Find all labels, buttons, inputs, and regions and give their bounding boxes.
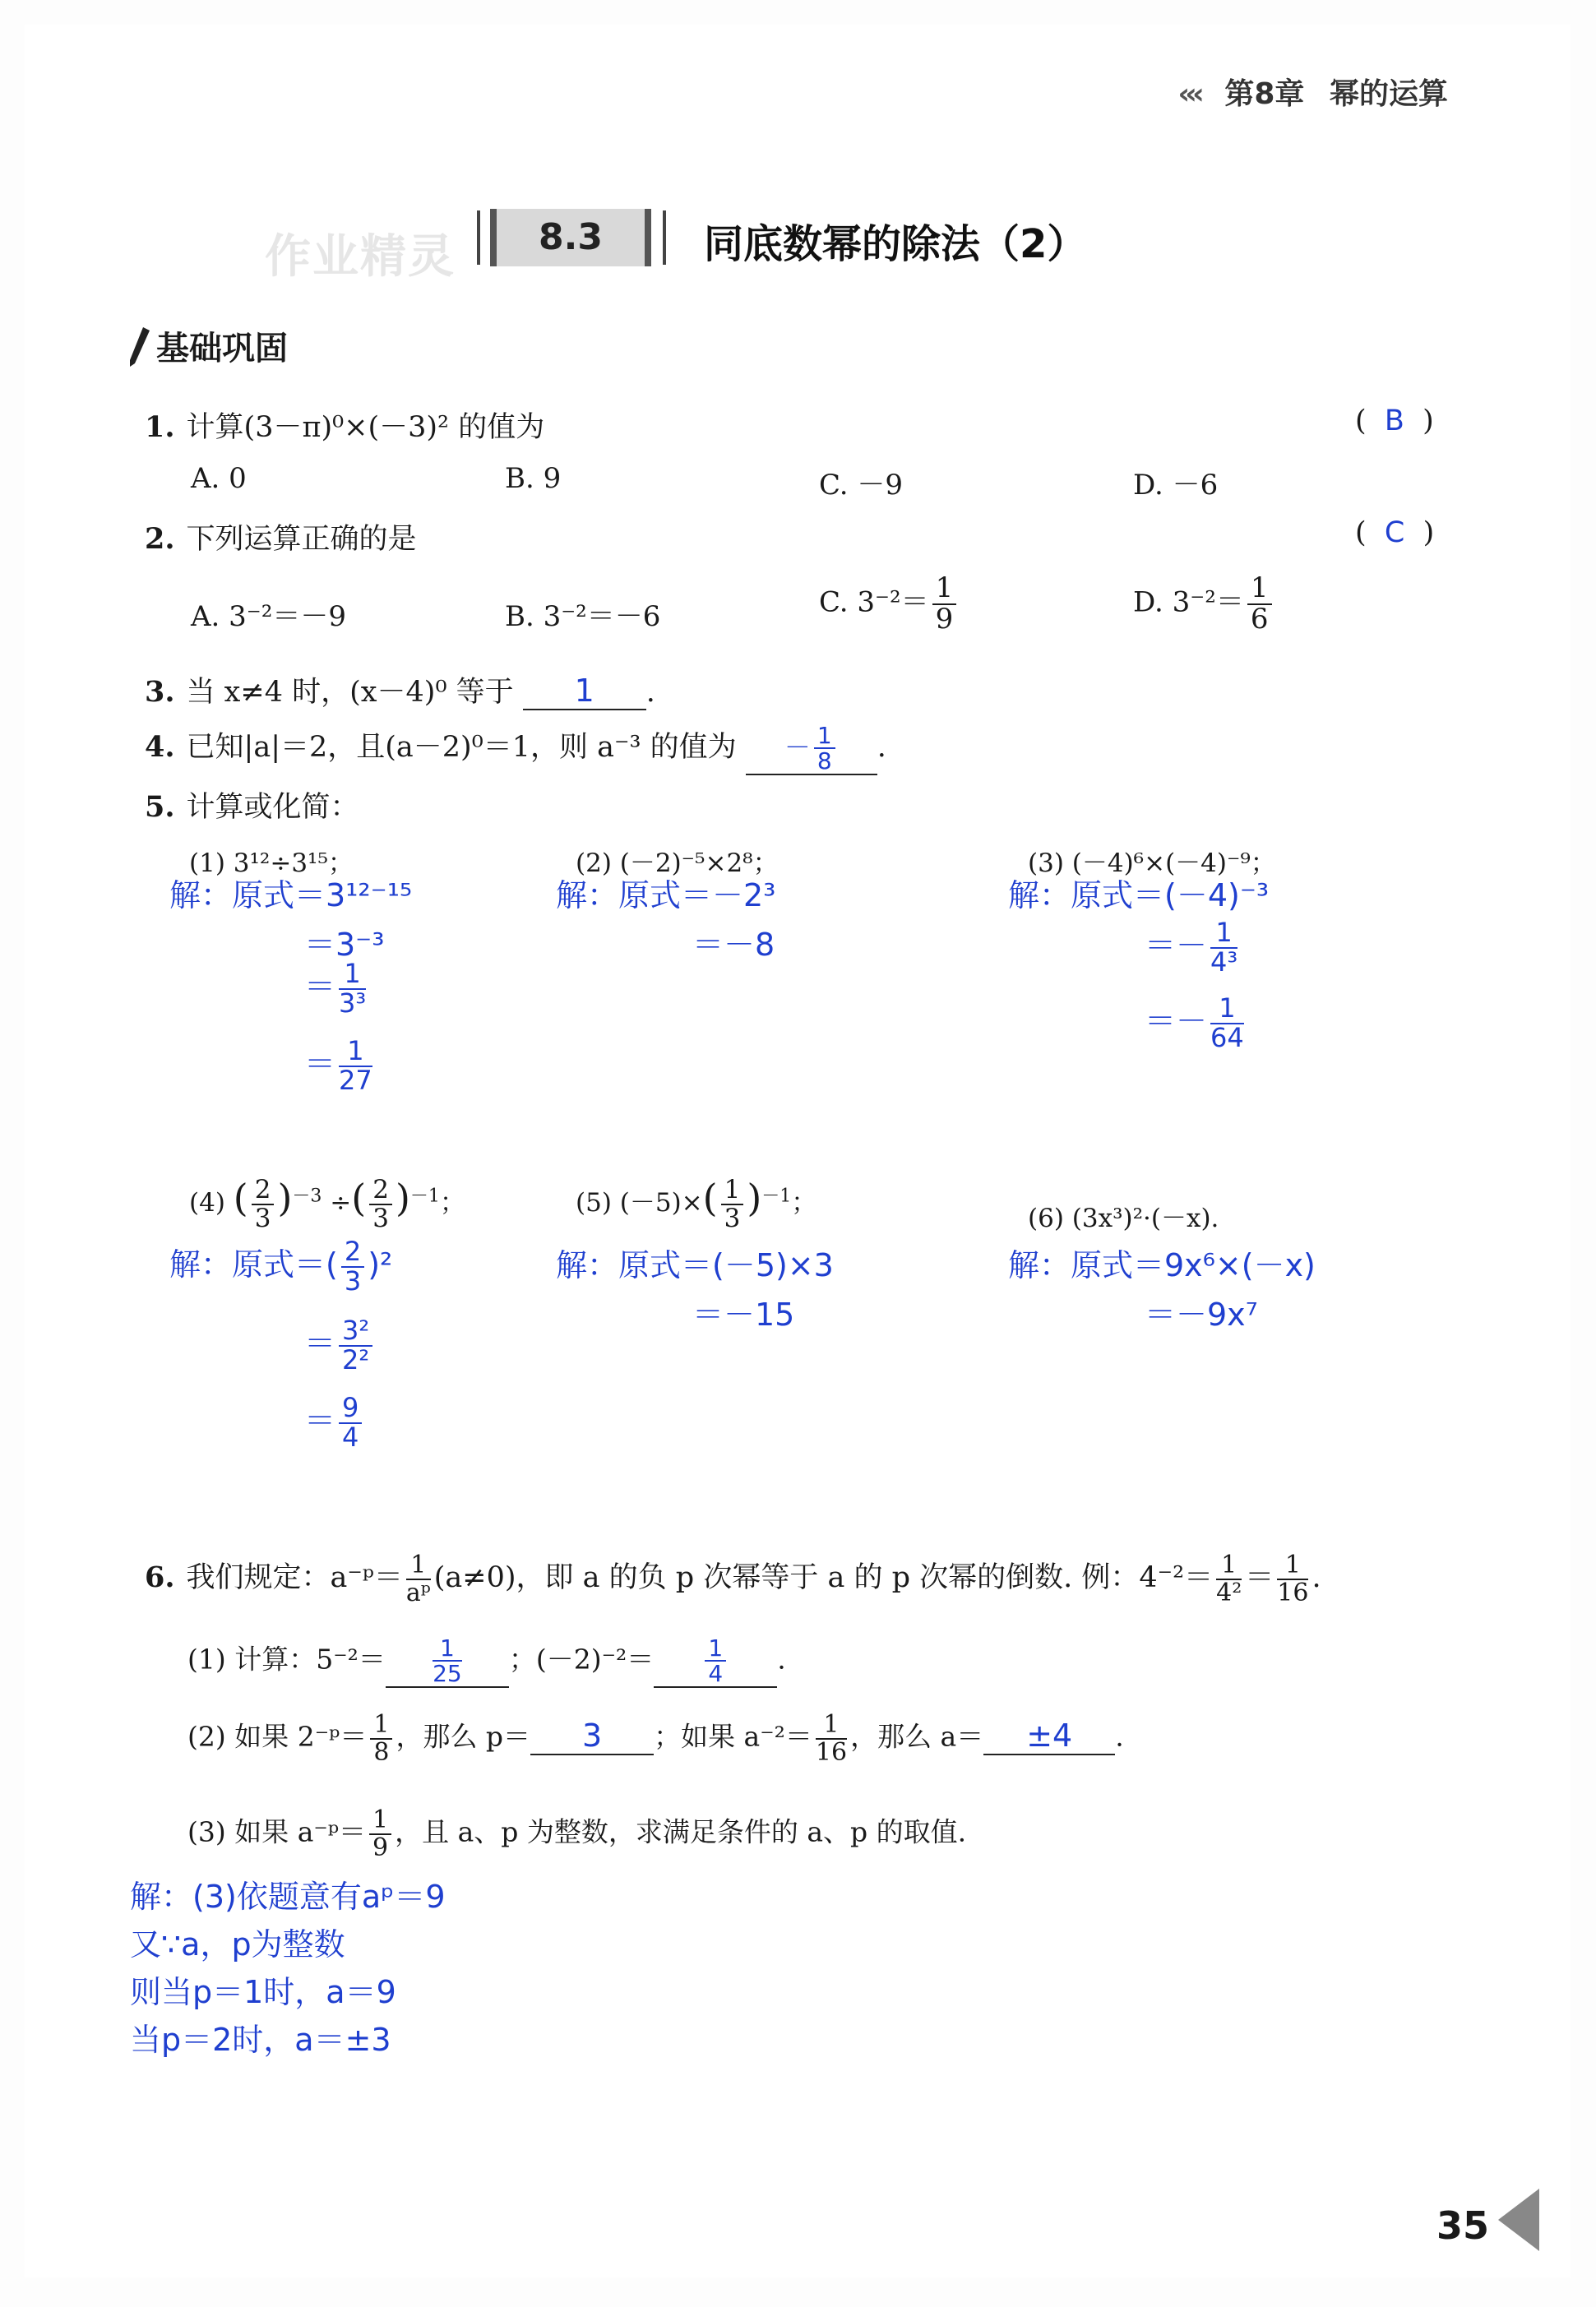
solution-line: ＝－ $\frac{1}{64}$ (1145, 992, 1244, 1053)
question-text: ，且 a、p 为整数，求满足条件的 a、p 的取值. (395, 1815, 967, 1848)
option-c (819, 571, 960, 636)
solution-line: ＝－8 (692, 927, 775, 963)
question-text: ，那么 a＝ (850, 1720, 984, 1753)
solution-line: 当p＝2时，a＝±3 (130, 2022, 391, 2058)
frac-den: 9 (372, 1833, 389, 1862)
answer-blank (530, 1718, 654, 1755)
answer-bracket: ( C ) (1355, 516, 1435, 549)
running-header (1177, 71, 1448, 113)
sub-question-label: (3) (－4)⁶×(－4)⁻⁹； (1028, 848, 1276, 878)
page-corner-triangle-icon (1498, 2189, 1539, 2251)
answer-blank (746, 724, 877, 775)
exponent: －1 (409, 1186, 440, 1207)
option-d (1133, 571, 1275, 636)
question-text: (2) 如果 2⁻ᵖ＝ (187, 1720, 368, 1753)
solution-line: 解：原式＝9x⁶×(－x) (1008, 1247, 1316, 1283)
option-a: A. 0 (191, 462, 247, 495)
frac-den: 9 (935, 602, 954, 636)
frac-num: 1 (816, 1712, 847, 1740)
option-text: D. 3⁻²＝ (1133, 585, 1244, 619)
question-text: (1) 计算：5⁻²＝ (187, 1643, 386, 1676)
frac-num: 1 (433, 1636, 462, 1662)
chapter-label: 第8章 (1224, 77, 1305, 111)
question-text: 当 x≠4 时，(x－4)⁰ 等于 (186, 676, 514, 709)
question-number: 2. (145, 522, 175, 556)
solution-line: 解：原式＝(－5)×3 (556, 1247, 834, 1283)
question-text: 下列运算正确的是 (186, 523, 417, 556)
sub-question-6-3 (187, 1807, 966, 1861)
frac-den: 6 (1250, 602, 1269, 636)
solution-line: ＝ $\frac{\text{3²}}{\text{2²}}$ (304, 1317, 376, 1374)
sub-question-label: (5) (－5)×( $\frac{1}{3}$ )$^{-1}$； (576, 1174, 817, 1233)
sub-question-label: (2) (－2)⁻⁵×2⁸； (576, 848, 779, 878)
frac-num: 1 (1210, 919, 1237, 949)
watermark: 作业精灵 (265, 230, 456, 284)
decor-bar (477, 210, 480, 265)
option-text: C. 3⁻²＝ (819, 585, 929, 619)
frac-den: 25 (433, 1660, 462, 1688)
solution-line: 解：(3)依题意有aᵖ＝9 (130, 1879, 446, 1915)
solution-line: ＝－9x⁷ (1145, 1297, 1258, 1333)
frac-den: aᵖ (405, 1578, 431, 1607)
sub-question-6-1 (187, 1636, 786, 1688)
frac-num: 1 (705, 1636, 726, 1662)
option-c: C. －9 (819, 469, 904, 502)
question-6 (145, 1552, 1321, 1606)
frac-num: 1 (339, 1038, 372, 1067)
frac-num: 2 (252, 1177, 275, 1205)
answer-choice: B (1384, 405, 1404, 437)
solution-line: 解：原式＝3¹²⁻¹⁵ (169, 877, 413, 913)
option-b: B. 9 (505, 462, 562, 495)
frac-den: 3 (372, 1203, 389, 1233)
question-4: 4. 已知|a|＝2，且(a－2)⁰＝1，则 a⁻³ 的值为 － $\frac{1}{8}$ . (145, 722, 886, 775)
question-text: (3) 如果 a⁻ᵖ＝ (187, 1815, 367, 1848)
solution-line: ＝－15 (692, 1297, 795, 1333)
frac-num: 2 (369, 1177, 392, 1205)
label-text: (4) (189, 1188, 234, 1218)
frac-num: 1 (1277, 1552, 1308, 1580)
frac-den: 27 (339, 1064, 372, 1096)
frac-num: 1 (932, 574, 957, 605)
question-text: ；如果 a⁻²＝ (654, 1720, 812, 1753)
frac-den: 4 (708, 1660, 724, 1688)
frac-num: 1 (814, 724, 835, 749)
sub-question-label: (4) ( $\frac{2}{3}$ )$^{-3}$ ÷( $\frac{2}{3}$ )$^{-1}$； (189, 1174, 465, 1233)
punct: . (1115, 1720, 1124, 1753)
option-b: B. 3⁻²＝－6 (505, 600, 661, 633)
answer-bracket: ( B ) (1355, 405, 1434, 437)
punct: . (777, 1643, 786, 1676)
punct: . (1311, 1561, 1321, 1594)
answer-handwritten: 3 (581, 1717, 603, 1754)
option-a: A. 3⁻²＝－9 (191, 600, 347, 633)
question-text: (a≠0)，即 a 的负 p 次幂等于 a 的 p 次幂的倒数. 例：4⁻²＝ (433, 1561, 1214, 1594)
frac-den: 4³ (1210, 945, 1238, 978)
question-number: 5. (145, 790, 175, 824)
subsection-title: 基础巩固 (156, 330, 288, 368)
frac-num: 1 (370, 1712, 392, 1740)
sub-question-label: (6) (3x³)²·(－x). (1028, 1204, 1219, 1233)
pencil-icon (127, 326, 151, 372)
option-d: D. －6 (1133, 469, 1219, 502)
frac-den: 16 (1277, 1578, 1309, 1607)
question-5 (145, 784, 359, 825)
label-text: (5) (－5)× (576, 1188, 703, 1218)
question-text: 已知|a|＝2，且(a－2)⁰＝1，则 a⁻³ 的值为 (186, 730, 737, 764)
solution-line: ＝－ $\frac{1}{\text{4³}}$ (1145, 917, 1238, 978)
frac-num: 2 (341, 1238, 364, 1268)
decor-bar (663, 210, 666, 265)
solution-text: )² (368, 1246, 393, 1283)
frac-num: 1 (339, 960, 366, 990)
question-text: 计算或化简： (186, 791, 359, 824)
question-text: ；(－2)⁻²＝ (508, 1643, 655, 1676)
solution-line: ＝ $\frac{9}{4}$ (304, 1394, 365, 1451)
solution-line: 又∵a，p为整数 (130, 1926, 345, 1963)
frac-den: 8 (817, 747, 832, 775)
answer-blank (386, 1636, 509, 1688)
question-1 (145, 405, 544, 446)
section-title: 同底数幂的除法（2） (704, 221, 1087, 267)
answer-sign: － (784, 731, 811, 763)
page-number: 35 (1436, 2203, 1489, 2248)
solution-line: 解：原式＝(－4)⁻³ (1008, 877, 1270, 913)
solution-line: 解：原式＝－2³ (556, 877, 776, 913)
operator: ÷ (330, 1188, 352, 1218)
question-text: 计算(3－π)⁰×(－3)² 的值为 (186, 411, 545, 444)
solution-line: ＝3⁻³ (304, 927, 385, 963)
frac-den: 8 (373, 1737, 390, 1767)
operator: ＝ (1245, 1561, 1274, 1594)
frac-num: 1 (721, 1177, 744, 1205)
frac-num: 1 (1247, 574, 1272, 605)
solution-line: ＝ $\frac{1}{\text{3³}}$ (304, 958, 367, 1019)
frac-num: 3² (339, 1317, 372, 1347)
question-number: 3. (145, 675, 175, 709)
question-3: 3. 当 x≠4 时，(x－4)⁰ 等于 1 . (145, 673, 655, 709)
answer-choice: C (1384, 516, 1405, 549)
answer-handwritten: 1 (574, 673, 594, 709)
frac-den: 3³ (339, 987, 367, 1019)
solution-line: 则当p＝1时，a＝9 (130, 1974, 396, 2010)
frac-num: 1 (1216, 1552, 1242, 1580)
question-number: 1. (145, 410, 175, 444)
exponent: －1 (761, 1186, 792, 1207)
frac-den: 3 (254, 1203, 271, 1233)
frac-den: 4² (1216, 1578, 1242, 1607)
sub-question-label: (1) 3¹²÷3¹⁵； (189, 848, 354, 878)
frac-den: 2² (342, 1343, 370, 1375)
frac-den: 3 (724, 1203, 741, 1233)
solution-line: ＝ $\frac{1}{27}$ (304, 1035, 372, 1096)
answer-blank (983, 1718, 1115, 1755)
solution-line (169, 1238, 392, 1295)
frac-num: 1 (369, 1807, 391, 1835)
section-number: 8.3 (490, 209, 651, 266)
topic-label: 幂的运算 (1329, 77, 1448, 111)
frac-den: 3 (344, 1264, 362, 1297)
answer-blank (654, 1636, 777, 1688)
frac-den: 4 (342, 1421, 359, 1453)
answer-blank (523, 673, 646, 710)
frac-den: 16 (815, 1737, 848, 1767)
frac-den: 64 (1210, 1021, 1244, 1053)
frac-num: 9 (339, 1394, 362, 1424)
question-text: 我们规定：a⁻ᵖ＝ (186, 1561, 403, 1594)
answer-handwritten: ±4 (1026, 1717, 1073, 1754)
exponent: －3 (292, 1186, 322, 1207)
chevron-left-icon: ‹‹‹ (1177, 77, 1200, 111)
question-text: ，那么 p＝ (396, 1720, 531, 1753)
solution-text: 解：原式＝( (169, 1246, 338, 1283)
question-number: 6. (145, 1560, 175, 1594)
question-2 (145, 516, 417, 557)
question-number: 4. (145, 729, 175, 764)
frac-num: 1 (406, 1552, 431, 1580)
frac-num: 1 (1210, 995, 1244, 1024)
sub-question-6-2 (187, 1712, 1124, 1765)
